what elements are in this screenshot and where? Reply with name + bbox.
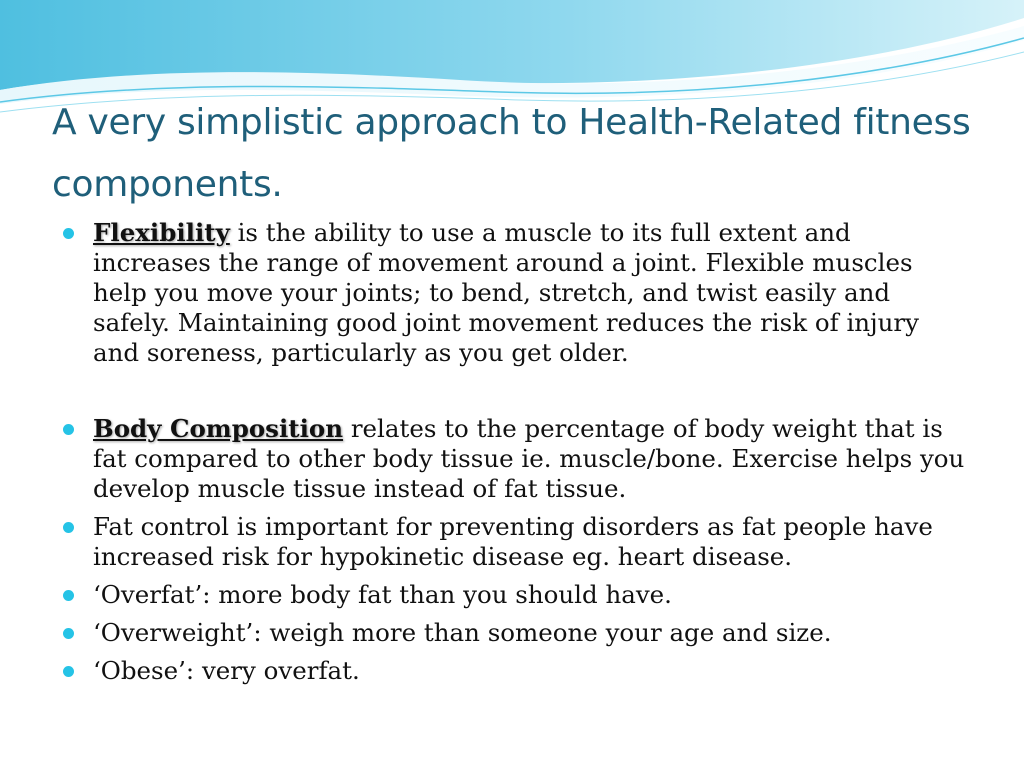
bullet-flexibility — [60, 218, 965, 368]
bullet-dot-icon — [63, 666, 74, 677]
bullet-text: ‘Overfat’: more body fat than you should have. — [93, 580, 672, 609]
bullet-text: ‘Overweight’: weigh more than someone your age and size. — [93, 618, 832, 647]
bullet-text: ‘Obese’: very overfat. — [93, 656, 360, 685]
bullet-dot-icon — [63, 628, 74, 639]
bullet-obese — [60, 656, 965, 686]
bullet-overfat — [60, 580, 965, 610]
slide-title: A very simplistic approach to Health-Related fitness components. — [52, 102, 971, 205]
bullet-overweight — [60, 618, 965, 648]
term-flexibility: Flexibility — [93, 218, 230, 247]
term-body-composition: Body Composition — [93, 414, 344, 443]
bullet-dot-icon — [63, 424, 74, 435]
bullet-text: is the ability to use a muscle to its full extent and increases the range of movement around a joint. Flexible muscles help you move your joints; to bend, stretch, and twist easily and safely. Maintaining good joint movement reduces the risk of injury and soreness, particularly as you get older. — [93, 218, 919, 367]
bullet-dot-icon — [63, 590, 74, 601]
bullet-text: Fat control is important for preventing disorders as fat people have increased risk for hypokinetic disease eg. heart disease. — [93, 512, 933, 571]
bullet-fat-control — [60, 512, 965, 572]
bullet-dot-icon — [63, 522, 74, 533]
slide-content — [60, 218, 965, 686]
bullet-body-composition — [60, 414, 965, 504]
bullet-text: relates to the percentage of body weight that is fat compared to other body tissue ie. muscle/bone. Exercise helps you develop muscle tissue instead of fat tissue. — [93, 414, 965, 503]
bullet-dot-icon — [63, 228, 74, 239]
bullet-list — [60, 218, 965, 686]
